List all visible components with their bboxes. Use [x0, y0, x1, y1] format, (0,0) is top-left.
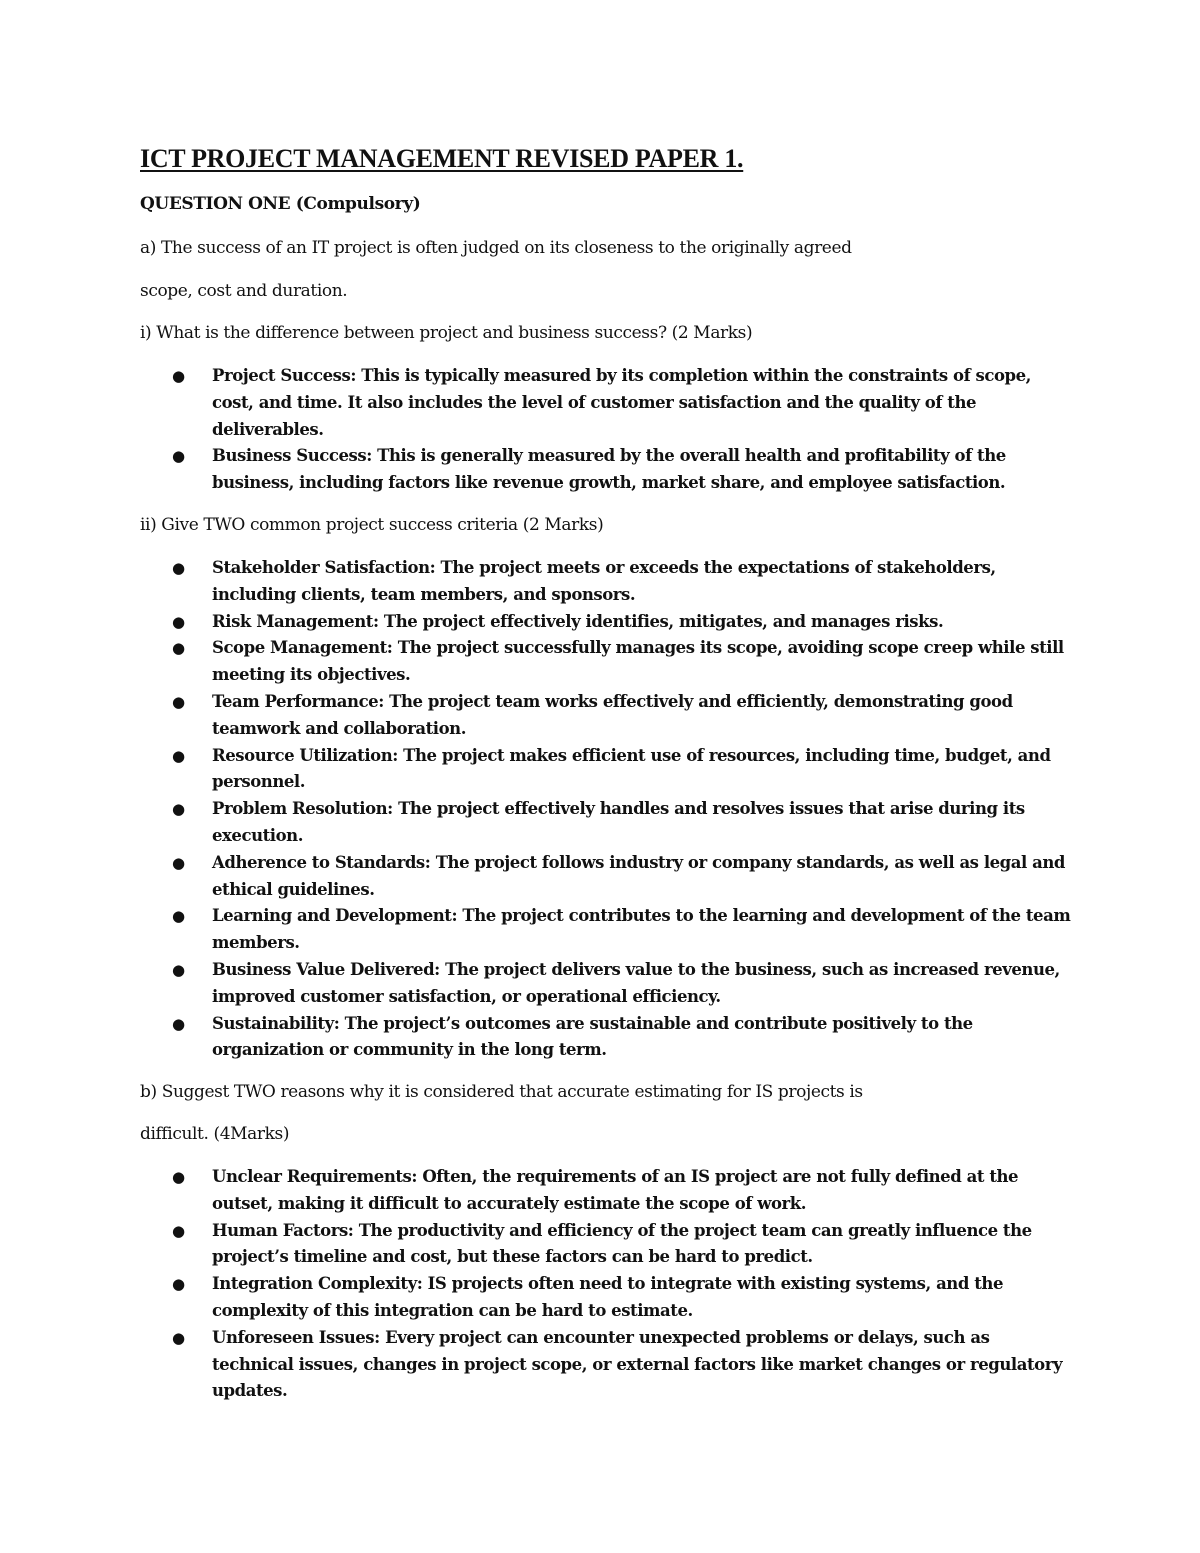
list-item-text: Integration Complexity: IS projects often need to integrate with existing systems, and the complexity of this integration can be hard to estimate.	[212, 1274, 1004, 1320]
bullet-icon: ●	[172, 367, 185, 385]
bullet-icon: ●	[172, 612, 185, 631]
bullet-icon: ●	[172, 639, 185, 658]
bullet-icon: ●	[172, 907, 185, 926]
bullet-icon: ●	[172, 1275, 185, 1294]
document-title: ICT PROJECT MANAGEMENT REVISED PAPER 1.	[140, 144, 744, 173]
bullet-icon: ●	[172, 800, 185, 819]
list-item-text: Team Performance: The project team works effectively and efficiently, demonstrating good teamwork and collaboration.	[212, 691, 1013, 738]
question-i: i) What is the difference between project and business success? (2 Marks)	[140, 323, 753, 343]
bullet-icon: ●	[172, 1168, 185, 1186]
list-item-text: Learning and Development: The project contributes to the learning and development of the team members.	[212, 906, 1071, 953]
list-item-text: Unforeseen Issues: Every project can encounter unexpected problems or delays, such as technical issues, changes in project scope, or external factors like market changes or regulatory updates.	[212, 1327, 1063, 1401]
bullet-icon: ●	[172, 960, 185, 979]
part-a-text-line-1: a) The success of an IT project is often judged on its closeness to the originally agreed	[140, 238, 852, 258]
bullet-icon: ●	[172, 853, 185, 872]
list-item-text: Problem Resolution: The project effectively handles and resolves issues that arise during its execution.	[212, 799, 1025, 845]
bullet-icon: ●	[172, 1328, 185, 1347]
list-item-text: Unclear Requirements: Often, the requirements of an IS project are not fully defined at the outset, making it difficult to accurately estimate the scope of work.	[212, 1167, 1019, 1213]
list-item	[172, 555, 1072, 609]
question-heading: QUESTION ONE (Compulsory)	[140, 194, 421, 214]
list-item-text: Project Success: This is typically measured by its completion within the constraints of scope, cost, and time. It also includes the level of customer satisfaction and the quality of the deliverables.	[212, 366, 1031, 439]
list-item	[172, 1011, 1072, 1065]
list-item-text: Human Factors: The productivity and efficiency of the project team can greatly influence the project’s timeline and cost, but these factors can be hard to predict.	[212, 1220, 1032, 1267]
bullet-icon: ●	[172, 692, 185, 711]
list-item	[172, 1164, 1072, 1218]
answer-list-i	[172, 363, 1072, 497]
list-item-text: Sustainability: The project’s outcomes are sustainable and contribute positively to the organization or community in the long term.	[212, 1013, 973, 1060]
answer-list-b	[172, 1164, 1072, 1405]
list-item-text: Resource Utilization: The project makes efficient use of resources, including time, budget, and personnel.	[212, 745, 1051, 792]
list-item	[172, 609, 1072, 636]
list-item	[172, 903, 1072, 957]
bullet-icon: ●	[172, 746, 185, 765]
list-item-text: Business Value Delivered: The project delivers value to the business, such as increased revenue, improved customer satisfaction, or operational efficiency.	[212, 959, 1060, 1006]
part-a-text-line-2: scope, cost and duration.	[140, 281, 348, 301]
bullet-icon: ●	[172, 447, 185, 466]
list-item	[172, 957, 1072, 1011]
list-item	[172, 443, 1072, 497]
bullet-icon: ●	[172, 559, 185, 577]
list-item	[172, 743, 1072, 797]
list-item	[172, 1325, 1072, 1405]
answer-list-ii	[172, 555, 1072, 1064]
list-item-text: Adherence to Standards: The project follows industry or company standards, as well as legal and ethical guidelines.	[212, 852, 1065, 899]
question-ii: ii) Give TWO common project success criteria (2 Marks)	[140, 515, 604, 535]
list-item	[172, 635, 1072, 689]
bullet-icon: ●	[172, 1221, 185, 1240]
bullet-icon: ●	[172, 1014, 185, 1033]
list-item	[172, 796, 1072, 850]
list-item	[172, 1218, 1072, 1272]
list-item-text: Risk Management: The project effectively identifies, mitigates, and manages risks.	[212, 611, 944, 631]
list-item-text: Business Success: This is generally measured by the overall health and profitability of the business, including factors like revenue growth, market share, and employee satisfaction.	[212, 446, 1006, 493]
list-item-text: Scope Management: The project successfully manages its scope, avoiding scope creep while still meeting its objectives.	[212, 638, 1064, 685]
list-item	[172, 850, 1072, 904]
list-item-text: Stakeholder Satisfaction: The project meets or exceeds the expectations of stakeholders, including clients, team members, and sponsors.	[212, 558, 996, 604]
part-b-text-line-1: b) Suggest TWO reasons why it is considered that accurate estimating for IS projects is	[140, 1082, 863, 1102]
list-item	[172, 363, 1072, 443]
part-b-text-line-2: difficult. (4Marks)	[140, 1124, 290, 1144]
list-item	[172, 1271, 1072, 1325]
list-item	[172, 689, 1072, 743]
